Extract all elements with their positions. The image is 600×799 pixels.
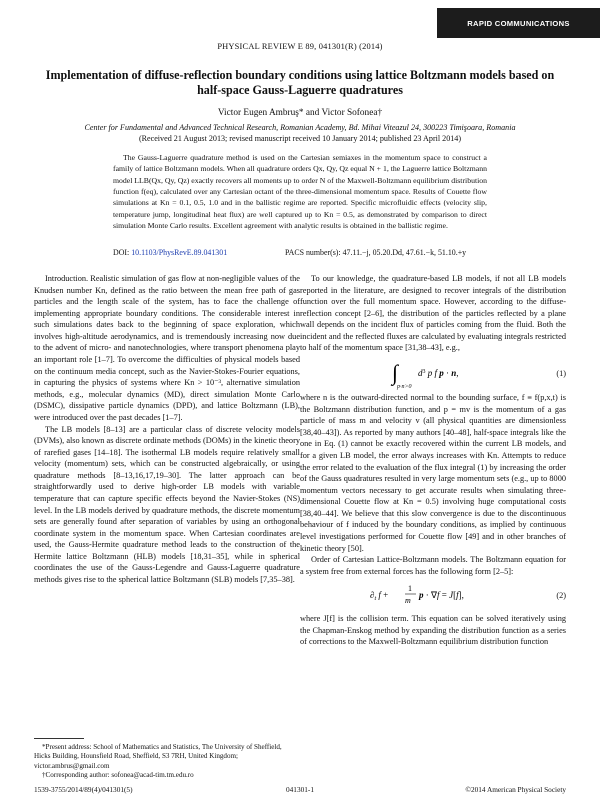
equation-2 xyxy=(300,577,566,613)
section-label: RAPID COMMUNICATIONS xyxy=(467,18,570,28)
right-paragraph-3: Order of Cartesian Lattice-Boltzmann models. The Boltzmann equation for a system free from external forces has the following form [2–5]: xyxy=(300,555,566,576)
svg-text:m: m xyxy=(405,596,411,606)
doi-label: DOI: xyxy=(113,248,130,257)
svg-text:p · ∇f = J[f],: p · ∇f = J[f], xyxy=(419,590,464,601)
section-banner xyxy=(437,8,600,38)
lb-models-paragraph: The LB models [8–13] are a particular class of discrete velocity models (DVMs), also known as discrete ordinate methods (DOMs) in the kinetic theory of rarefied gases [14–18]. The isothermal LB models require relatively small velocity (momentum) sets, which can be constructed algebraically, or using quadrature methods [8–13,16,17,19–30]. The latter approach can be straightforwardly used to derive high-order LB models with variable temperature that can capture specific effects beyond the Navier-Stokes (NS) level. In the LB models derived by quadrature methods, the discrete momentum sets are generally found after separation of variables by using an orthogonal coordinate system in the momentum space. When Cartesian coordinates are used, the Gauss-Hermite quadrature method leads to the construction of the Hermite lattice Boltzmann (HLB) models [18,31–35], while in spherical coordinates the use of the Gauss-Legendre and Gauss-Laguerre quadrature methods gives rise to the spherical lattice Boltzmann (SLB) models [7,35–38]. xyxy=(34,424,300,585)
footnote-corresponding-author: †Corresponding author: sofonea@acad-tim.tm.edu.ro xyxy=(42,771,194,780)
right-paragraph-4: where J[f] is the collision term. This equation can be solved iteratively using the Chapman-Enskog method by expanding the distribution function as a series of corrections to the Maxwell-Boltzmann equilibrium distribution function xyxy=(300,614,566,647)
equation-1-number: (1) xyxy=(556,369,566,379)
affiliation: Center for Fundamental and Advanced Technical Research, Romanian Academy, Bd. Mihai Viteazul 24, 300223 Timişoara, Romania xyxy=(84,123,516,132)
doi-link[interactable]: 10.1103/PhysRevE.89.041301 xyxy=(131,248,228,257)
intro-paragraph: Introduction. Realistic simulation of gas flow at non-negligible values of the Knudsen number Kn, defined as the ratio between the mean free path of gas particles and the length scale of the system, has to face the challenge of implementing appropriate boundary conditions. The considerable interest in such simulations dates back to the beginning of space exploration, which involves high-altitude aerodynamics, and is tremendously increasing now due to the advent of micro- and nanotechnologies, where transport phenomena play an important role [1–7]. To overcome the difficulties of physical models based on the continuum media concept, such as the Navier-Stokes-Fourier equations, in capturing the physics of systems where Kn > 10⁻³, alternative simulation methods, e.g., molecular dynamics (MD), direct simulation Monte Carlo (DSMC), dissipative particle dynamics (DPD), and lattice Boltzmann (LB), were introduced over the past decades [1–7]. xyxy=(34,274,300,422)
left-column xyxy=(34,273,300,586)
author-list: Victor Eugen Ambruş* and Victor Sofonea† xyxy=(217,108,383,118)
footer-page-number: 041301-1 xyxy=(286,785,314,794)
svg-text:p·n>0: p·n>0 xyxy=(397,384,412,391)
right-column xyxy=(300,273,566,648)
svg-text:1: 1 xyxy=(408,584,412,594)
equation-1 xyxy=(300,354,566,392)
right-paragraph-1: To our knowledge, the quadrature-based LB models, if not all LB models reported in the literature, are designed to recover integrals of the distribution function over the full momentum space. However, according to the diffuse-reflection concept [2–6], the distribution of the particles reflected by a plane wall depends on the incident flux of particles coming from the fluid. Both the incident and the reflected fluxes are calculated by evaluating integrals restricted to half of the momentum space [31,38–43], e.g., xyxy=(300,274,566,353)
svg-text:∫: ∫ xyxy=(392,360,399,386)
abstract: The Gauss-Laguerre quadrature method is used on the Cartesian semiaxes in the momentum space to construct a family of lattice Boltzmann models. When all quadrature orders Qx, Qy, Qz equal N + 1, the Laguerre lattice Boltzmann model LLB(Qx, Qy, Qz) exactly recovers all moments up to order N of the Maxwell-Boltzmann equilibrium distribution function f(eq), calculated over any Cartesian octant of the three-dimensional momentum space. Results of Couette flow simulations at Kn = 0.1, 0.5, 1.0 and in the ballistic regime are reported. Specific microfluidic effects (velocity slip, temperature jump, longitudinal heat flux) are well captured up to Kn = 0.5, as demonstrated by comparison to direct simulation Monte Carlo results. Excellent agreement with analytic results is obtained in the ballistic regime. xyxy=(113,153,487,231)
right-paragraph-2: where n is the outward-directed normal to the bounding surface, f ≡ f(p,x,t) is the Boltzmann distribution function, and p = mv is the momentum of a gas particle of mass m and velocity v (all physical quantities are dimensionless [38,40–43]). As reported by many authors [40–48], half-space integrals like the one in Eq. (1) cannot be exactly recovered within the current LB models, and for a given LB model, the error always increases with Kn. Attempts to reduce the error related to the evaluation of the flux integral (1) by increasing the order of the Gauss quadratures resulted in very large momentum sets (e.g., up to 8000 momentum vectors necessary to get accurate results when simulating three-dimensional Couette flow at Kn = 0.5) involving huge computational costs [38,40–44]. We believe that this slow convergence is due to the discontinuous behaviour of f induced by the boundary conditions, as implied by continuous level investigations performed for Couette flow [49] and in other branches of kinetic theory [50]. xyxy=(300,393,566,553)
paper-title: Implementation of diffuse-reflection boundary conditions using lattice Boltzmann models based on half-space Gauss-Laguerre quadratures xyxy=(45,68,555,97)
svg-text:d3 p f p · n,: $d^3$ p f p · n, xyxy=(418,368,459,379)
svg-text:∂t f +: $\partial_t$ f + xyxy=(370,590,389,603)
journal-line: PHYSICAL REVIEW E 89, 041301(R) (2014) xyxy=(217,42,383,51)
boltzmann-equation-formula xyxy=(300,577,566,613)
footer-copyright: ©2014 American Physical Society xyxy=(465,785,566,794)
equation-2-number: (2) xyxy=(556,591,566,601)
footnotes xyxy=(34,743,300,781)
footnote-present-address: *Present address: School of Mathematics and Statistics, The University of Sheffield, Hicks Building, Hounsfield Road, Sheffield, S3 7RH, United Kingdom; victor.ambrus@gmail.com xyxy=(34,743,282,770)
received-dates: (Received 21 August 2013; revised manuscript received 10 January 2014; published 23 April 2014) xyxy=(138,134,462,143)
doi-line xyxy=(113,248,227,257)
pacs-numbers: PACS number(s): 47.11.−j, 05.20.Dd, 47.61.−k, 51.10.+y xyxy=(285,248,467,257)
flux-integral-formula xyxy=(300,354,566,392)
footer-issn: 1539-3755/2014/89(4)/041301(5) xyxy=(34,785,133,794)
footnote-divider xyxy=(34,738,84,739)
